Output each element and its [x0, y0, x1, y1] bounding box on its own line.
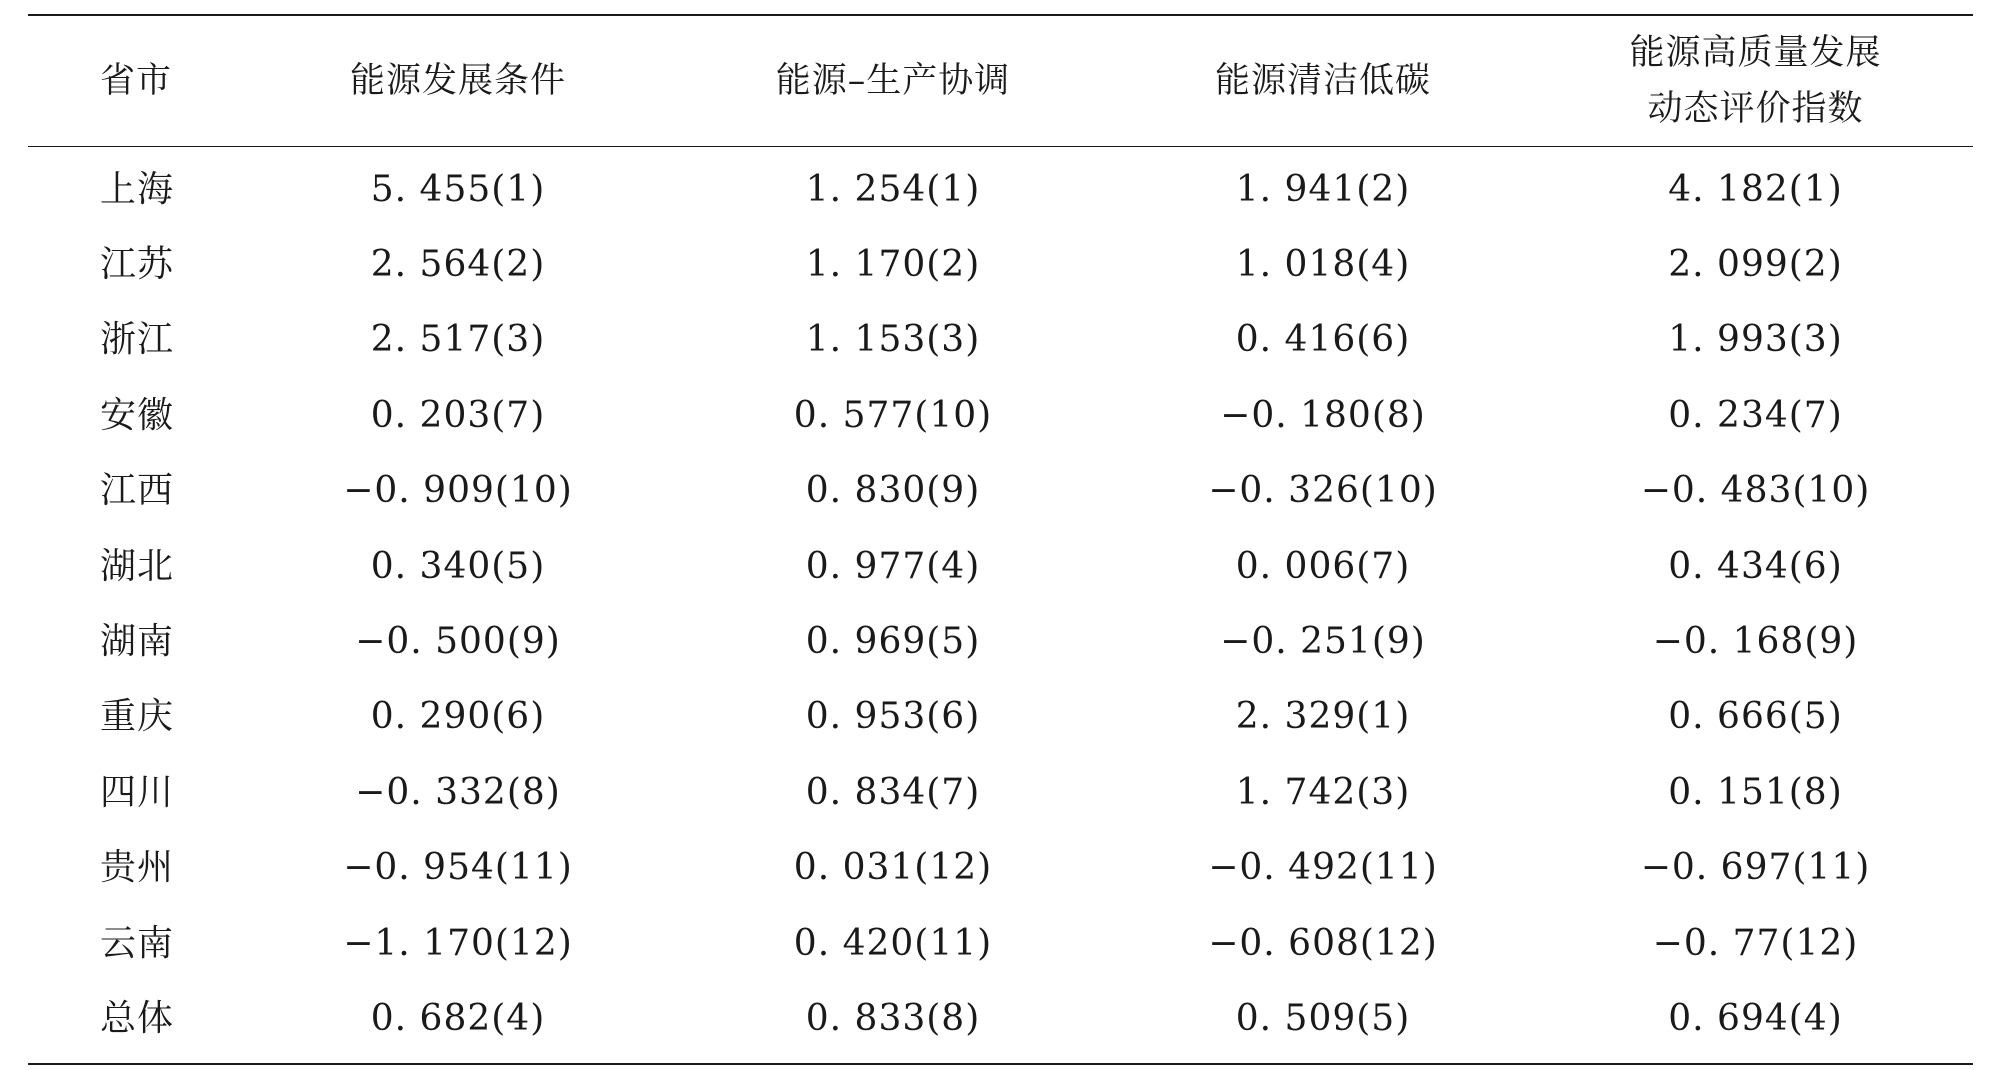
table-row — [28, 227, 1973, 302]
energy-production-coordination-cell: 0. 953(6) — [805, 696, 981, 738]
dynamic-evaluation-index-cell: 0. 434(6) — [1668, 545, 1843, 587]
dynamic-evaluation-index-cell: 2. 099(2) — [1668, 244, 1843, 286]
province-cell: 湖北 — [100, 545, 175, 587]
energy-production-coordination-cell: 0. 834(7) — [805, 771, 981, 813]
energy-production-coordination-cell: 0. 830(9) — [805, 470, 981, 512]
dynamic-evaluation-index-cell: 4. 182(1) — [1668, 168, 1843, 210]
table-row — [28, 831, 1973, 906]
table-row — [28, 680, 1973, 755]
energy-development-conditions-cell: −0. 909(10) — [343, 470, 573, 512]
energy-production-coordination-cell: 0. 833(8) — [805, 997, 981, 1039]
energy-production-coordination-cell: 0. 031(12) — [793, 847, 993, 889]
energy-development-conditions-cell: 0. 340(5) — [370, 545, 546, 587]
energy-development-conditions-cell: −0. 332(8) — [355, 771, 561, 813]
table-row — [28, 755, 1973, 830]
province-cell: 贵州 — [100, 847, 175, 889]
data-table — [28, 14, 1973, 1065]
province-cell: 上海 — [100, 168, 175, 210]
header-dynamic-evaluation-index-line-1: 能源高质量发展 — [1629, 33, 1882, 73]
dynamic-evaluation-index-cell: −0. 697(11) — [1640, 847, 1871, 889]
dynamic-evaluation-index-cell: −0. 483(10) — [1640, 470, 1871, 512]
province-cell: 四川 — [100, 771, 175, 813]
energy-clean-low-carbon-cell: 1. 742(3) — [1235, 771, 1411, 813]
header-energy-clean-low-carbon — [1108, 53, 1538, 109]
table-row — [28, 981, 1973, 1056]
energy-production-coordination-cell: 1. 153(3) — [805, 319, 981, 361]
province-cell: 浙江 — [100, 319, 175, 361]
table-header-row — [28, 16, 1973, 146]
energy-development-conditions-cell: 2. 564(2) — [370, 244, 546, 286]
dynamic-evaluation-index-cell: 1. 993(3) — [1668, 319, 1843, 361]
energy-production-coordination-cell: 1. 254(1) — [805, 168, 981, 210]
energy-development-conditions-cell: −1. 170(12) — [343, 922, 573, 964]
energy-development-conditions-cell: 0. 203(7) — [370, 394, 546, 436]
dynamic-evaluation-index-cell: −0. 77(12) — [1652, 922, 1859, 964]
table-row — [28, 906, 1973, 981]
energy-production-coordination-cell: 0. 420(11) — [793, 922, 993, 964]
header-energy-production-coordination — [678, 53, 1108, 109]
energy-clean-low-carbon-cell: 1. 941(2) — [1235, 168, 1411, 210]
table-row — [28, 303, 1973, 378]
energy-clean-low-carbon-cell: −0. 492(11) — [1208, 847, 1438, 889]
header-energy-development-conditions-line-1: 能源发展条件 — [349, 61, 566, 101]
dynamic-evaluation-index-cell: 0. 694(4) — [1668, 997, 1843, 1039]
header-energy-clean-low-carbon-line-1: 能源清洁低碳 — [1214, 61, 1431, 101]
province-cell: 江西 — [100, 470, 175, 512]
province-cell: 云南 — [100, 922, 175, 964]
energy-production-coordination-cell: 0. 977(4) — [805, 545, 981, 587]
energy-development-conditions-cell: 2. 517(3) — [370, 319, 546, 361]
table-row — [28, 454, 1973, 529]
province-cell: 重庆 — [100, 696, 175, 738]
header-energy-development-conditions — [238, 53, 678, 109]
energy-clean-low-carbon-cell: 0. 509(5) — [1235, 997, 1411, 1039]
energy-clean-low-carbon-cell: −0. 251(9) — [1220, 621, 1426, 663]
header-province-line-1: 省市 — [100, 61, 173, 101]
header-dynamic-evaluation-index-line-2: 动态评价指数 — [1647, 89, 1864, 129]
energy-production-coordination-cell: 1. 170(2) — [805, 244, 981, 286]
dynamic-evaluation-index-cell: 0. 151(8) — [1668, 771, 1843, 813]
energy-development-conditions-cell: −0. 954(11) — [343, 847, 573, 889]
dynamic-evaluation-index-cell: 0. 234(7) — [1668, 394, 1843, 436]
province-cell: 总体 — [100, 997, 175, 1039]
dynamic-evaluation-index-cell: 0. 666(5) — [1668, 696, 1843, 738]
energy-development-conditions-cell: 5. 455(1) — [370, 168, 546, 210]
energy-clean-low-carbon-cell: 0. 416(6) — [1235, 319, 1411, 361]
energy-clean-low-carbon-cell: 0. 006(7) — [1235, 545, 1411, 587]
table-row — [28, 378, 1973, 453]
energy-development-conditions-cell: 0. 682(4) — [370, 997, 546, 1039]
header-dynamic-evaluation-index — [1538, 25, 1973, 137]
province-cell: 湖南 — [100, 621, 175, 663]
table-body — [28, 147, 1973, 1063]
province-cell: 江苏 — [100, 244, 175, 286]
energy-development-conditions-cell: −0. 500(9) — [355, 621, 561, 663]
energy-production-coordination-cell: 0. 969(5) — [805, 621, 981, 663]
energy-clean-low-carbon-cell: −0. 608(12) — [1208, 922, 1438, 964]
table-row — [28, 604, 1973, 679]
energy-development-conditions-cell: 0. 290(6) — [370, 696, 546, 738]
dynamic-evaluation-index-cell: −0. 168(9) — [1652, 621, 1859, 663]
header-province — [28, 53, 238, 109]
energy-production-coordination-cell: 0. 577(10) — [793, 394, 993, 436]
energy-clean-low-carbon-cell: 1. 018(4) — [1235, 244, 1411, 286]
energy-clean-low-carbon-cell: −0. 326(10) — [1208, 470, 1438, 512]
province-cell: 安徽 — [100, 394, 175, 436]
energy-clean-low-carbon-cell: −0. 180(8) — [1220, 394, 1426, 436]
bottom-rule — [28, 1063, 1973, 1065]
header-energy-production-coordination-line-1: 能源–生产协调 — [775, 61, 1011, 101]
table-row — [28, 152, 1973, 227]
energy-clean-low-carbon-cell: 2. 329(1) — [1235, 696, 1411, 738]
table-row — [28, 529, 1973, 604]
